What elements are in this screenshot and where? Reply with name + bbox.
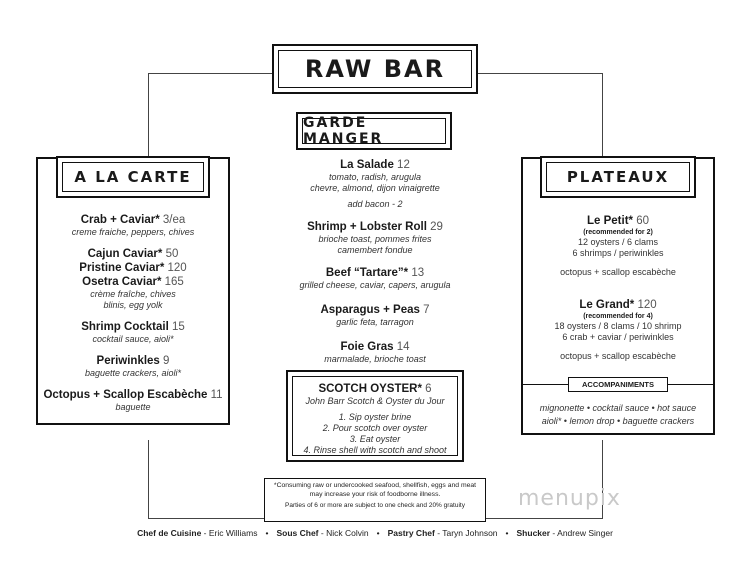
scotch-step: 2. Pour scotch over oyster [322, 423, 428, 433]
plateaux-title-box [540, 156, 696, 198]
item-note: octopus + scallop escabèche [560, 351, 676, 361]
menu-item-osetra-caviar [38, 275, 228, 311]
item-description: creme fraiche, peppers, chives [71, 227, 195, 237]
accompaniments-line: aioli* • lemon drop • baguette crackers [541, 416, 695, 426]
item-name: Foie Gras [340, 341, 394, 353]
staff-name: Eric Williams [208, 528, 258, 538]
gratuity-note: Parties of 6 or more are subject to one check and 20% gratuity [285, 502, 465, 509]
menu-item-la-salade [270, 158, 480, 210]
scotch-oyster-price: 6 [425, 383, 432, 395]
item-price: 29 [430, 221, 443, 233]
separator-dot: • [376, 528, 380, 538]
item-name: Osetra Caviar* [82, 276, 162, 288]
plateau-le-petit [523, 214, 713, 278]
item-name: Octopus + Scallop Escabèche [43, 389, 208, 401]
item-description: 18 oysters / 8 clams / 10 shrimp [554, 321, 682, 331]
scotch-oyster-box [286, 370, 464, 462]
frame-line-left [148, 73, 149, 157]
item-name: Le Petit* [586, 215, 633, 227]
item-price: 3/ea [162, 214, 186, 226]
staff-role: Shucker [516, 528, 551, 538]
item-price: 120 [167, 262, 187, 274]
item-description: crème fraîche, chives [90, 289, 176, 299]
item-description: baguette crackers, aioli* [84, 368, 182, 378]
menu-item-periwinkles [38, 354, 228, 379]
item-price: 11 [210, 389, 223, 401]
separator-dot: • [265, 528, 269, 538]
item-name: Periwinkles [96, 355, 160, 367]
menu-item-cajun-caviar [38, 247, 228, 261]
raw-bar-title: RAW BAR [278, 50, 472, 88]
item-description: grilled cheese, caviar, capers, arugula [299, 280, 451, 290]
item-description: 12 oysters / 6 clams [577, 237, 659, 247]
a-la-carte-title-box [56, 156, 210, 198]
menu-item-octopus-scallop [38, 388, 228, 413]
scotch-oyster-inner [292, 376, 458, 456]
item-price: 50 [165, 248, 179, 260]
item-name: Shrimp + Lobster Roll [307, 221, 427, 233]
scotch-step: 1. Sip oyster brine [338, 412, 412, 422]
item-price: 7 [423, 304, 430, 316]
scotch-oyster-description: John Barr Scotch & Oyster du Jour [305, 396, 445, 406]
item-price: 9 [163, 355, 170, 367]
item-description: blinis, egg yolk [103, 300, 163, 310]
disclaimer-box [264, 478, 486, 522]
item-name: Shrimp Cocktail [81, 321, 169, 333]
garde-manger-title: GARDE MANGER [302, 118, 446, 144]
scotch-oyster-name: SCOTCH OYSTER* [318, 383, 422, 395]
garde-manger-title-box [296, 112, 452, 150]
staff-role: Pastry Chef [387, 528, 435, 538]
menu-item-pristine-caviar [38, 261, 228, 275]
menu-item-shrimp-lobster-roll [270, 220, 480, 256]
scotch-step: 3. Eat oyster [349, 434, 401, 444]
item-name: La Salade [340, 159, 394, 171]
item-price: 60 [636, 215, 649, 227]
item-price: 165 [164, 276, 184, 288]
plateaux-title: PLATEAUX [546, 162, 690, 192]
accompaniments-line: mignonette • cocktail sauce • hot sauce [539, 403, 697, 413]
item-price: 120 [637, 299, 657, 311]
frame-line-right [602, 73, 603, 157]
separator-dot: • [505, 528, 509, 538]
a-la-carte-title: A LA CARTE [62, 162, 204, 192]
menupix-watermark: menupix [518, 486, 621, 511]
menu-item-crab-caviar [38, 213, 228, 238]
item-description: cocktail sauce, aioli* [92, 334, 174, 344]
item-price: 14 [396, 341, 410, 353]
item-description: 6 shrimps / periwinkles [572, 248, 664, 258]
foodborne-warning: *Consuming raw or undercooked seafood, shellfish, eggs and meat may increase your risk of foodborne illness. [273, 482, 477, 498]
frame-line-left-lower [148, 440, 149, 518]
item-recommendation: (recommended for 4) [583, 313, 653, 320]
item-name: Crab + Caviar* [80, 214, 160, 226]
item-description: tomato, radish, arugula [328, 172, 422, 182]
item-description: baguette [115, 402, 151, 412]
plateaux-list [523, 214, 713, 362]
item-note: octopus + scallop escabèche [560, 267, 676, 277]
staff-role: Sous Chef [276, 528, 319, 538]
item-name: Le Grand* [579, 299, 635, 311]
item-price: 13 [411, 267, 425, 279]
menu-item-foie-gras [270, 340, 480, 365]
item-description: garlic feta, tarragon [336, 317, 414, 327]
item-price: 12 [397, 159, 410, 171]
accompaniments-title: ACCOMPANIMENTS [582, 380, 654, 389]
item-name: Pristine Caviar* [79, 262, 165, 274]
scotch-step: 4. Rinse shell with scotch and shoot [303, 445, 447, 455]
staff-name: Nick Colvin [326, 528, 369, 538]
item-price: 15 [171, 321, 185, 333]
item-description: 6 crab + caviar / periwinkles [562, 332, 674, 342]
item-name: Cajun Caviar* [87, 248, 163, 260]
item-name: Beef “Tartare”* [325, 267, 409, 279]
item-description: camembert fondue [337, 245, 413, 255]
item-addon: add bacon - 2 [347, 199, 403, 209]
garde-manger-list [270, 158, 480, 365]
menu-item-shrimp-cocktail [38, 320, 228, 345]
accompaniments-title-box [568, 377, 668, 392]
item-description: chevre, almond, dijon vinaigrette [310, 183, 440, 193]
staff-name: Taryn Johnson [442, 528, 498, 538]
a-la-carte-list [38, 213, 228, 413]
menu-item-beef-tartare [270, 266, 480, 291]
item-name: Asparagus + Peas [320, 304, 420, 316]
staff-role: Chef de Cuisine [137, 528, 202, 538]
item-description: marmalade, brioche toast [324, 354, 426, 364]
plateau-le-grand [523, 298, 713, 362]
item-description: brioche toast, pommes frites [318, 234, 432, 244]
item-recommendation: (recommended for 2) [583, 229, 653, 236]
menu-item-asparagus-peas [270, 303, 480, 328]
staff-name: Andrew Singer [557, 528, 613, 538]
staff-credits: Chef de Cuisine - Eric Williams • Sous Chef - Nick Colvin • Pastry Chef - Taryn Johnson • Shucker - Andrew Singer [137, 528, 613, 538]
accompaniments-list [523, 402, 713, 428]
raw-bar-title-box [272, 44, 478, 94]
